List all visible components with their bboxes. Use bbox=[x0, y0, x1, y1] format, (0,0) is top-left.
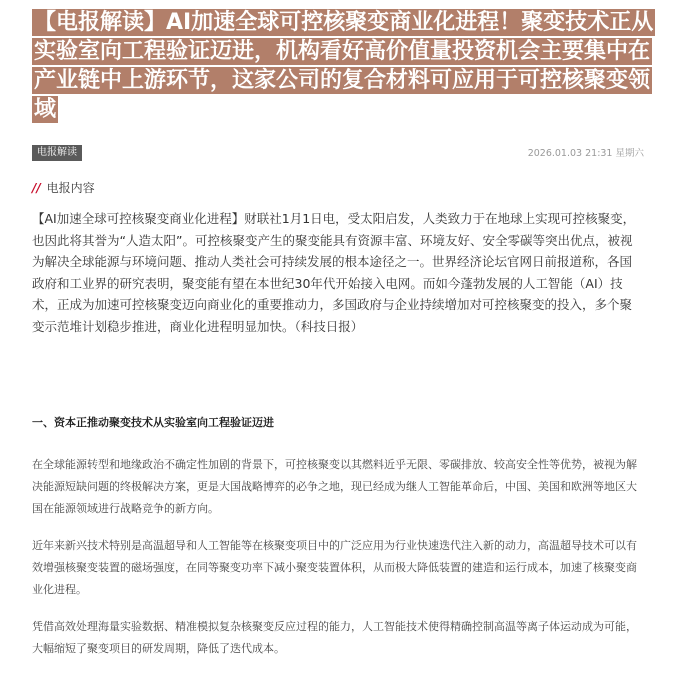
article-headline-text: 【电报解读】AI加速全球可控核聚变商业化进程！聚变技术正从实验室向工程验证迈进，机构看好高价值量投资机会主要集中在产业链中上游环节，这家公司的复合材料可应用于可控核聚变领域 bbox=[34, 10, 654, 122]
section-label bbox=[32, 180, 95, 196]
category-tag[interactable]: 电报解读 bbox=[32, 145, 82, 161]
body-paragraph-1: 在全球能源转型和地缘政治不确定性加剧的背景下，可控核聚变以其燃料近乎无限、零碳排放、较高安全性等优势，被视为解决能源短缺问题的终极解决方案，更是大国战略博弈的必争之地，现已经成为继人工智能革命后，中国、美国和欧洲等地区大国在能源领域进行战略竞争的新方向。 bbox=[32, 458, 637, 515]
body-paragraph-3: 凭借高效处理海量实验数据、精准模拟复杂核聚变反应过程的能力，人工智能技术使得精确控制高温等离子体运动成为可能，大幅缩短了聚变项目的研发周期，降低了迭代成本。 bbox=[32, 620, 637, 655]
body-paragraph-2: 近年来新兴技术特别是高温超导和人工智能等在核聚变项目中的广泛应用为行业快速迭代注入新的动力，高温超导技术可以有效增强核聚变装置的磁场强度，在同等聚变功率下减小聚变装置体积，从而极大降低装置的建造和运行成本，加速了核聚变商业化进程。 bbox=[32, 539, 637, 596]
section-marker-icon: // bbox=[32, 181, 41, 195]
subheading: 一、资本正推动聚变技术从实验室向工程验证迈进 bbox=[32, 416, 274, 429]
section-label-text: 电报内容 bbox=[46, 181, 95, 195]
lead-paragraph: 【AI加速全球可控核聚变商业化进程】财联社1月1日电，受太阳启发，人类致力于在地球上实现可控核聚变，也因此将其誉为“人造太阳”。可控核聚变产生的聚变能具有资源丰富、环境友好、安全零碳等突出优点，被视为解决全球能源与环境问题、推动人类社会可持续发展的根本途径之一。世界经济论坛官网日前报道称，各国政府和工业界的研究表明，聚变能有望在本世纪30年代开始接入电网。而如今蓬勃发展的人工智能（AI）技术，正成为加速可控核聚变迈向商业化的重要推动力，多国政府与企业持续增加对可控核聚变的投入，多个聚变示范堆计划稳步推进，商业化进程明显加快。（科技日报） bbox=[32, 211, 636, 334]
article-headline bbox=[32, 8, 656, 124]
publish-datetime: 2026.01.03 21:31 星期六 bbox=[527, 148, 644, 159]
article-meta bbox=[32, 143, 644, 163]
